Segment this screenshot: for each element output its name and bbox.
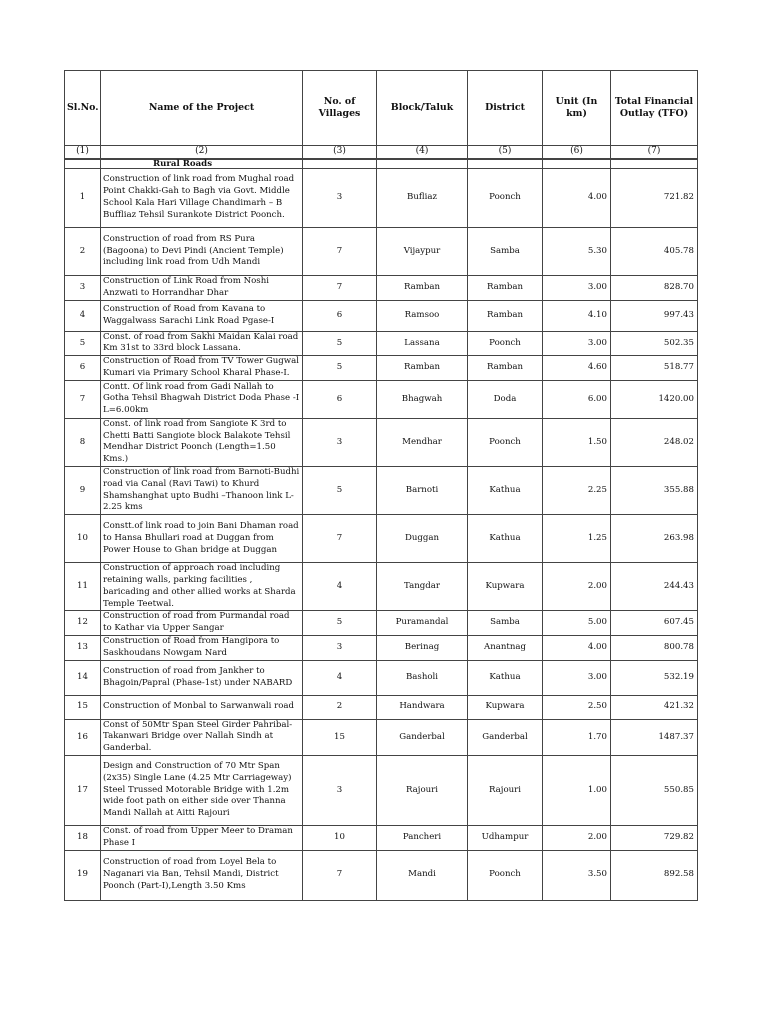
district-cell: Poonch — [468, 169, 543, 228]
project-name-cell: Const of 50Mtr Span Steel Girder Pahribal-Takanwari Bridge over Nallah Sindh at Ganderbal. — [101, 719, 303, 755]
sl-no-cell: 3 — [65, 276, 101, 301]
tfo-cell: 800.78 — [611, 635, 698, 660]
district-cell: Ramban — [468, 276, 543, 301]
section-cell — [303, 159, 377, 169]
tfo-cell: 1420.00 — [611, 380, 698, 418]
district-cell: Kathua — [468, 466, 543, 514]
unit-cell: 3.00 — [543, 331, 611, 356]
villages-cell: 5 — [303, 331, 377, 356]
villages-cell: 5 — [303, 466, 377, 514]
header-tfo: Total Financial Outlay (TFO) — [611, 71, 698, 146]
tfo-cell: 405.78 — [611, 228, 698, 276]
sl-no-cell: 2 — [65, 228, 101, 276]
tfo-cell: 997.43 — [611, 300, 698, 331]
block-cell: Ganderbal — [377, 719, 468, 755]
project-name-cell: Construction of Road from Hangipora to Saskhoudans Nowgam Nard — [101, 635, 303, 660]
sl-no-cell: 19 — [65, 850, 101, 900]
table-row — [65, 635, 698, 660]
villages-cell: 2 — [303, 695, 377, 719]
sl-no-cell: 9 — [65, 466, 101, 514]
district-cell: Ganderbal — [468, 719, 543, 755]
tfo-cell: 263.98 — [611, 515, 698, 563]
tfo-cell: 729.82 — [611, 825, 698, 850]
villages-cell: 3 — [303, 755, 377, 825]
district-cell: Poonch — [468, 418, 543, 466]
villages-cell: 15 — [303, 719, 377, 755]
block-cell: Ramban — [377, 276, 468, 301]
table-row — [65, 611, 698, 636]
villages-cell: 7 — [303, 515, 377, 563]
project-name-cell: Construction of link road from Barnoti-Budhi road via Canal (Ravi Tawi) to Khurd Shamshanghat upto Budhi –Thanoon link L-2.25 kms — [101, 466, 303, 514]
block-cell: Ramban — [377, 356, 468, 381]
project-name-cell: Const. of road from Sakhi Maidan Kalai road Km 31st to 33rd block Lassana. — [101, 331, 303, 356]
district-cell: Rajouri — [468, 755, 543, 825]
tfo-cell: 421.32 — [611, 695, 698, 719]
sl-no-cell: 12 — [65, 611, 101, 636]
sl-no-cell: 7 — [65, 380, 101, 418]
table-row — [65, 331, 698, 356]
district-cell: Anantnag — [468, 635, 543, 660]
unit-cell: 5.00 — [543, 611, 611, 636]
villages-cell: 3 — [303, 418, 377, 466]
header-block-taluk: Block/Taluk — [377, 71, 468, 146]
district-cell: Kupwara — [468, 563, 543, 611]
sl-no-cell: 6 — [65, 356, 101, 381]
sl-no-cell: 17 — [65, 755, 101, 825]
table-row — [65, 418, 698, 466]
project-name-cell: Construction of road from Loyel Bela to Naganari via Ban, Tehsil Mandi, District Poonch (Part-I),Length 3.50 Kms — [101, 850, 303, 900]
district-cell: Kathua — [468, 515, 543, 563]
project-name-cell: Constt.of link road to join Bani Dhaman road to Hansa Bhullari road at Duggan from Power House to Ghan bridge at Duggan — [101, 515, 303, 563]
table-row — [65, 695, 698, 719]
table-row — [65, 228, 698, 276]
project-name-cell: Construction of link road from Mughal road Point Chakki-Gah to Bagh via Govt. Middle School Kala Hari Village Chandimarh – B Buffliaz Tehsil Surankote District Poonch. — [101, 169, 303, 228]
tfo-cell: 244.43 — [611, 563, 698, 611]
tfo-cell: 828.70 — [611, 276, 698, 301]
block-cell: Barnoti — [377, 466, 468, 514]
unit-cell: 1.50 — [543, 418, 611, 466]
projects-table — [64, 70, 698, 901]
sl-no-cell: 5 — [65, 331, 101, 356]
header-unit: Unit (In km) — [543, 71, 611, 146]
district-cell: Doda — [468, 380, 543, 418]
block-cell: Basholi — [377, 660, 468, 695]
unit-cell: 3.00 — [543, 276, 611, 301]
tfo-cell: 518.77 — [611, 356, 698, 381]
tfo-cell: 248.02 — [611, 418, 698, 466]
table-row — [65, 825, 698, 850]
unit-cell: 4.00 — [543, 635, 611, 660]
table-row — [65, 515, 698, 563]
section-cell — [468, 159, 543, 169]
district-cell: Kathua — [468, 660, 543, 695]
district-cell: Udhampur — [468, 825, 543, 850]
header-row — [65, 71, 698, 146]
villages-cell: 3 — [303, 169, 377, 228]
district-cell: Samba — [468, 611, 543, 636]
tfo-cell: 550.85 — [611, 755, 698, 825]
section-cell — [65, 159, 101, 169]
project-name-cell: Construction of Monbal to Sarwanwali road — [101, 695, 303, 719]
column-index: (5) — [468, 146, 543, 160]
sl-no-cell: 14 — [65, 660, 101, 695]
unit-cell: 3.00 — [543, 660, 611, 695]
table-row — [65, 850, 698, 900]
unit-cell: 4.60 — [543, 356, 611, 381]
district-cell: Samba — [468, 228, 543, 276]
block-cell: Puramandal — [377, 611, 468, 636]
column-index: (1) — [65, 146, 101, 160]
villages-cell: 7 — [303, 850, 377, 900]
project-name-cell: Const. of road from Upper Meer to Draman Phase I — [101, 825, 303, 850]
block-cell: Berinag — [377, 635, 468, 660]
tfo-cell: 1487.37 — [611, 719, 698, 755]
district-cell: Kupwara — [468, 695, 543, 719]
project-name-cell: Construction of road from Purmandal road to Kathar via Upper Sangar — [101, 611, 303, 636]
district-cell: Ramban — [468, 300, 543, 331]
project-name-cell: Contt. Of link road from Gadi Nallah to Gotha Tehsil Bhagwah District Doda Phase -I L=6.00km — [101, 380, 303, 418]
table-row — [65, 169, 698, 228]
block-cell: Mendhar — [377, 418, 468, 466]
table-row — [65, 660, 698, 695]
table-row — [65, 380, 698, 418]
project-name-cell: Construction of Link Road from Noshi Anzwati to Horrandhar Dhar — [101, 276, 303, 301]
table-row — [65, 563, 698, 611]
table-row — [65, 466, 698, 514]
column-index: (6) — [543, 146, 611, 160]
tfo-cell: 355.88 — [611, 466, 698, 514]
header-villages: No. of Villages — [303, 71, 377, 146]
block-cell: Pancheri — [377, 825, 468, 850]
unit-cell: 3.50 — [543, 850, 611, 900]
unit-cell: 1.25 — [543, 515, 611, 563]
tfo-cell: 721.82 — [611, 169, 698, 228]
sl-no-cell: 10 — [65, 515, 101, 563]
header-project-name: Name of the Project — [101, 71, 303, 146]
table-row — [65, 719, 698, 755]
district-cell: Ramban — [468, 356, 543, 381]
table-body — [65, 146, 698, 901]
block-cell: Mandi — [377, 850, 468, 900]
project-name-cell: Construction of road from RS Pura (Bagoona) to Devi Pindi (Ancient Temple) including link road from Udh Mandi — [101, 228, 303, 276]
villages-cell: 6 — [303, 380, 377, 418]
header-sl-no: Sl.No. — [65, 71, 101, 146]
block-cell: Handwara — [377, 695, 468, 719]
tfo-cell: 892.58 — [611, 850, 698, 900]
project-name-cell: Construction of Road from TV Tower Gugwal Kumari via Primary School Kharal Phase-I. — [101, 356, 303, 381]
project-name-cell: Construction of road from Jankher to Bhagoin/Papral (Phase-1st) under NABARD — [101, 660, 303, 695]
unit-cell: 2.50 — [543, 695, 611, 719]
tfo-cell: 532.19 — [611, 660, 698, 695]
block-cell: Tangdar — [377, 563, 468, 611]
project-name-cell: Design and Construction of 70 Mtr Span (2x35) Single Lane (4.25 Mtr Carriageway) Steel Trussed Motorable Bridge with 1.2m wide foot path on either side over Thanna Mandi Nallah at Aitti Rajouri — [101, 755, 303, 825]
table-row — [65, 276, 698, 301]
unit-cell: 2.00 — [543, 563, 611, 611]
column-index: (7) — [611, 146, 698, 160]
district-cell: Poonch — [468, 850, 543, 900]
villages-cell: 5 — [303, 611, 377, 636]
villages-cell: 7 — [303, 276, 377, 301]
villages-cell: 5 — [303, 356, 377, 381]
villages-cell: 7 — [303, 228, 377, 276]
villages-cell: 4 — [303, 563, 377, 611]
table-row — [65, 755, 698, 825]
column-index: (2) — [101, 146, 303, 160]
project-name-cell: Construction of Road from Kavana to Waggalwass Sarachi Link Road Pgase-I — [101, 300, 303, 331]
villages-cell: 3 — [303, 635, 377, 660]
villages-cell: 10 — [303, 825, 377, 850]
villages-cell: 4 — [303, 660, 377, 695]
unit-cell: 4.10 — [543, 300, 611, 331]
column-index-row — [65, 146, 698, 160]
block-cell: Rajouri — [377, 755, 468, 825]
block-cell: Lassana — [377, 331, 468, 356]
header-district: District — [468, 71, 543, 146]
sl-no-cell: 16 — [65, 719, 101, 755]
section-row — [65, 159, 698, 169]
sl-no-cell: 1 — [65, 169, 101, 228]
unit-cell: 6.00 — [543, 380, 611, 418]
block-cell: Bhagwah — [377, 380, 468, 418]
sl-no-cell: 11 — [65, 563, 101, 611]
sl-no-cell: 13 — [65, 635, 101, 660]
unit-cell: 2.00 — [543, 825, 611, 850]
villages-cell: 6 — [303, 300, 377, 331]
project-name-cell: Const. of link road from Sangiote K 3rd to Chetti Batti Sangiote block Balakote Tehsil Mendhar District Poonch (Length=1.50 Kms.) — [101, 418, 303, 466]
section-title: Rural Roads — [101, 159, 303, 169]
column-index: (4) — [377, 146, 468, 160]
section-cell — [377, 159, 468, 169]
block-cell: Vijaypur — [377, 228, 468, 276]
column-index: (3) — [303, 146, 377, 160]
unit-cell: 5.30 — [543, 228, 611, 276]
section-cell — [611, 159, 698, 169]
section-cell — [543, 159, 611, 169]
block-cell: Ramsoo — [377, 300, 468, 331]
unit-cell: 4.00 — [543, 169, 611, 228]
unit-cell: 1.00 — [543, 755, 611, 825]
project-name-cell: Construction of approach road including retaining walls, parking facilities , baricading and other allied works at Sharda Temple Teetwal. — [101, 563, 303, 611]
sl-no-cell: 15 — [65, 695, 101, 719]
unit-cell: 2.25 — [543, 466, 611, 514]
block-cell: Bufliaz — [377, 169, 468, 228]
sl-no-cell: 8 — [65, 418, 101, 466]
sl-no-cell: 4 — [65, 300, 101, 331]
unit-cell: 1.70 — [543, 719, 611, 755]
table-row — [65, 356, 698, 381]
table-row — [65, 300, 698, 331]
tfo-cell: 502.35 — [611, 331, 698, 356]
tfo-cell: 607.45 — [611, 611, 698, 636]
block-cell: Duggan — [377, 515, 468, 563]
district-cell: Poonch — [468, 331, 543, 356]
sl-no-cell: 18 — [65, 825, 101, 850]
